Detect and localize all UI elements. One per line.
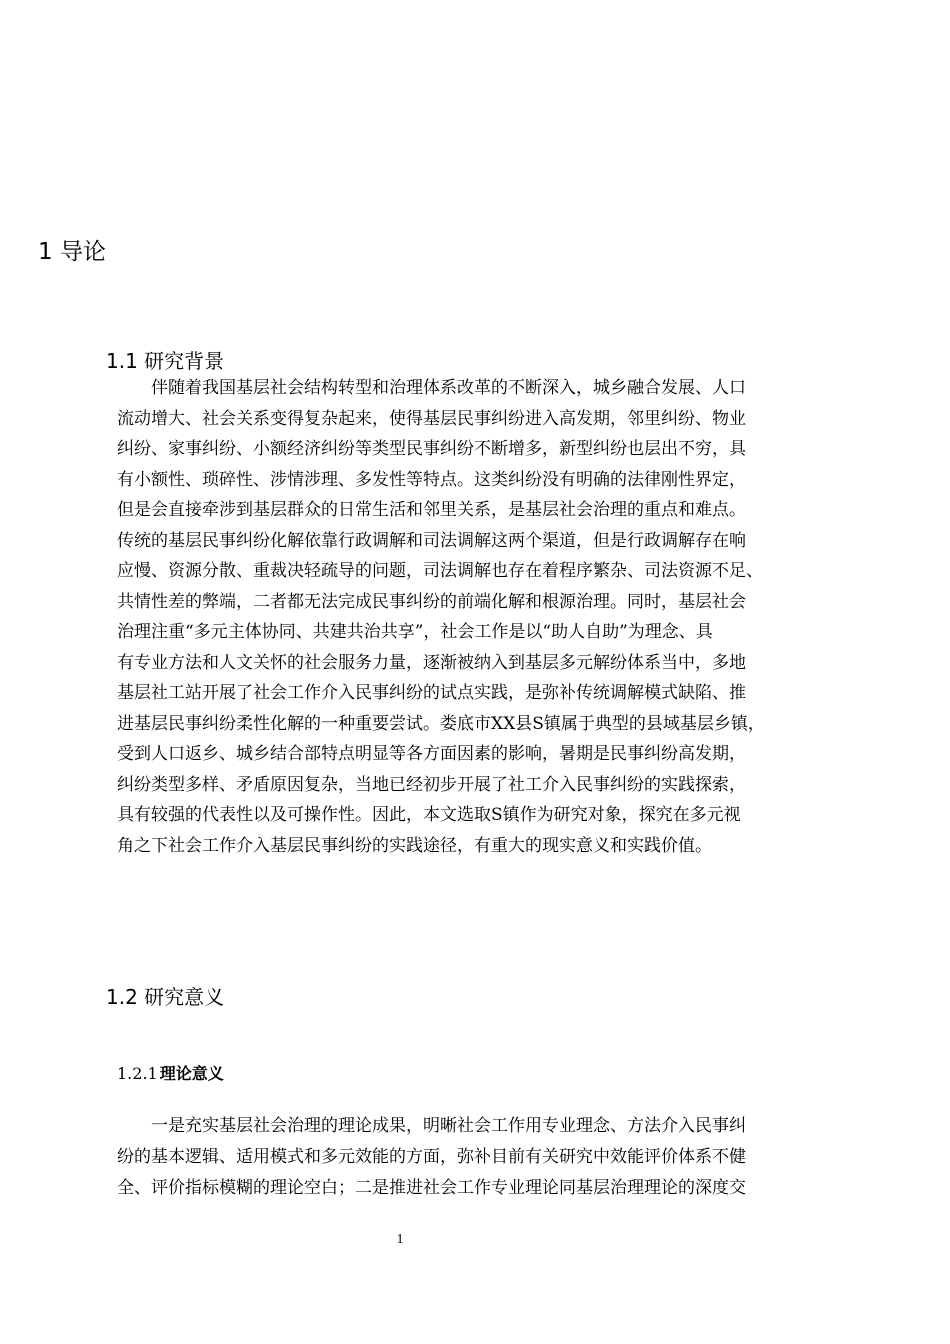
paragraph-line: 应慢、资源分散、重裁决轻疏导的问题，司法调解也存在着程序繁杂、司法资源不足、 [117,561,763,581]
paragraph-line: 纠纷、家事纠纷、小额经济纠纷等类型民事纠纷不断增多，新型纠纷也层出不穷，具 [117,439,746,459]
paragraph-line: 有小额性、琐碎性、涉情涉理、多发性等特点。这类纠纷没有明确的法律刚性界定， [117,469,746,490]
theory-paragraph [117,1111,857,1204]
paragraph-line: 进基层民事纠纷柔性化解的一种重要尝试。娄底市XX县S镇属于典型的县域基层乡镇， [117,713,765,734]
background-paragraph [117,373,857,861]
subsection-title: 理论意义 [159,1064,224,1083]
paragraph-line: 一是充实基层社会治理的理论成果，明晰社会工作用专业理念、方法介入民事纠 [151,1116,746,1136]
paragraph-line: 治理注重“多元主体协同、共建共治共享”，社会工作是以“助人自助”为理念、具 [117,622,713,642]
paragraph-line: 受到人口返乡、城乡结合部特点明显等各方面因素的影响，暑期是民事纠纷高发期， [117,744,746,764]
chapter-heading: 1 导论 [38,239,106,265]
paragraph-line: 传统的基层民事纠纷化解依靠行政调解和司法调解这两个渠道，但是行政调解存在响 [117,530,746,551]
paragraph-line: 纷的基本逻辑、适用模式和多元效能的方面，弥补目前有关研究中效能评价体系不健 [117,1147,746,1167]
paragraph-line: 具有较强的代表性以及可操作性。因此，本文选取S镇作为研究对象，探究在多元视 [117,805,741,825]
subsection-heading-theory [117,1061,224,1087]
paragraph-line: 伴随着我国基层社会结构转型和治理体系改革的不断深入，城乡融合发展、人口 [151,378,746,398]
paragraph-line: 共情性差的弊端，二者都无法完成民事纠纷的前端化解和根源治理。同时，基层社会 [117,591,746,612]
section-heading-significance: 1.2 研究意义 [106,985,225,1009]
paragraph-line: 全、评价指标模糊的理论空白；二是推进社会工作专业理论同基层治理理论的深度交 [117,1178,746,1198]
subsection-number: 1.2.1 [117,1064,158,1083]
paragraph-line: 基层社工站开展了社会工作介入民事纠纷的试点实践，是弥补传统调解模式缺陷、推 [117,683,746,703]
section-heading-background: 1.1 研究背景 [106,349,225,373]
paragraph-line: 角之下社会工作介入基层民事纠纷的实践途径，有重大的现实意义和实践价值。 [117,835,712,856]
paragraph-line: 有专业方法和人文关怀的社会服务力量，逐渐被纳入到基层多元解纷体系当中，多地 [117,652,746,673]
page-number: 1 [396,1232,404,1247]
paragraph-line: 流动增大、社会关系变得复杂起来，使得基层民事纠纷进入高发期，邻里纠纷、物业 [117,408,746,429]
paragraph-line: 但是会直接牵涉到基层群众的日常生活和邻里关系，是基层社会治理的重点和难点。 [117,500,746,520]
paragraph-line: 纠纷类型多样、矛盾原因复杂，当地已经初步开展了社工介入民事纠纷的实践探索， [117,774,746,795]
